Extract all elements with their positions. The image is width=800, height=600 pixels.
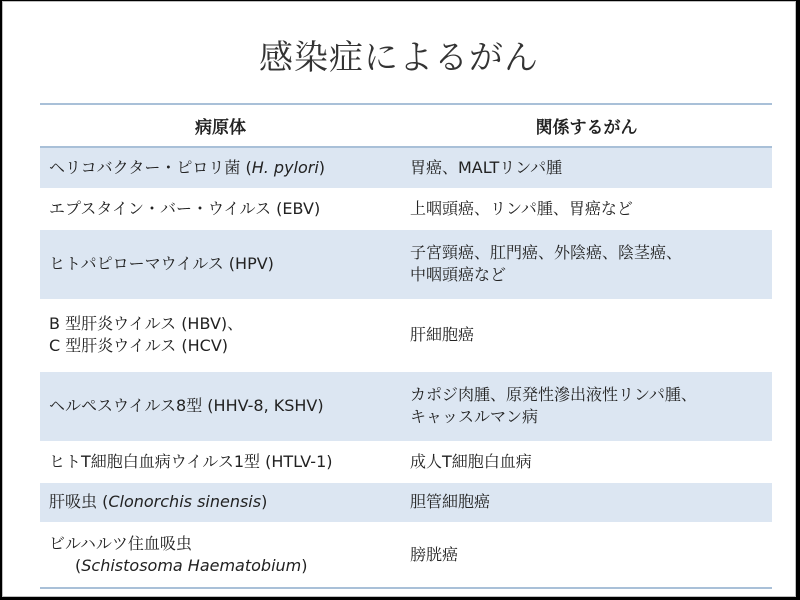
cancer-cell: 胆管細胞癌 bbox=[401, 482, 772, 522]
header-pathogen: 病原体 bbox=[40, 104, 401, 147]
pathogen-cell: ヒトT細胞白血病ウイルス1型 (HTLV-1) bbox=[40, 441, 401, 482]
slide bbox=[2, 1, 796, 597]
cancer-cell: カポジ肉腫、原発性滲出液性リンパ腫、 キャッスルマン病 bbox=[401, 371, 772, 441]
pathogen-cell: ヒトパピローマウイルス (HPV) bbox=[40, 229, 401, 299]
table-row bbox=[40, 147, 772, 188]
pathogen-cell: ヘリコバクター・ピロリ菌 (H. pylori) bbox=[40, 147, 401, 188]
header-related-cancer: 関係するがん bbox=[401, 104, 772, 147]
pathogen-cell: ヘルペスウイルス8型 (HHV-8, KSHV) bbox=[40, 371, 401, 441]
cancer-cell: 胃癌、MALTリンパ腫 bbox=[401, 147, 772, 188]
cancer-cell: 成人T細胞白血病 bbox=[401, 441, 772, 482]
table-header-row bbox=[40, 104, 772, 147]
cancer-cell: 肝細胞癌 bbox=[401, 299, 772, 371]
table-row bbox=[40, 371, 772, 441]
pathogen-cell: 肝吸虫 (Clonorchis sinensis) bbox=[40, 482, 401, 522]
table-row bbox=[40, 299, 772, 371]
cancer-cell: 上咽頭癌、リンパ腫、胃癌など bbox=[401, 188, 772, 229]
cancer-cell: 子宮頸癌、肛門癌、外陰癌、陰茎癌、 中咽頭癌など bbox=[401, 229, 772, 299]
table-row bbox=[40, 441, 772, 482]
cancer-cell: 膀胱癌 bbox=[401, 522, 772, 588]
cancer-infection-table bbox=[40, 103, 772, 589]
table-row bbox=[40, 522, 772, 588]
pathogen-cell: エプスタイン・バー・ウイルス (EBV) bbox=[40, 188, 401, 229]
table-row bbox=[40, 229, 772, 299]
pathogen-cell: B 型肝炎ウイルス (HBV)、 C 型肝炎ウイルス (HCV) bbox=[40, 299, 401, 371]
table-row bbox=[40, 482, 772, 522]
table-row bbox=[40, 188, 772, 229]
slide-title: 感染症によるがん bbox=[259, 38, 539, 78]
pathogen-cell: ビルハルツ住血吸虫 (Schistosoma Haematobium) bbox=[40, 522, 401, 588]
